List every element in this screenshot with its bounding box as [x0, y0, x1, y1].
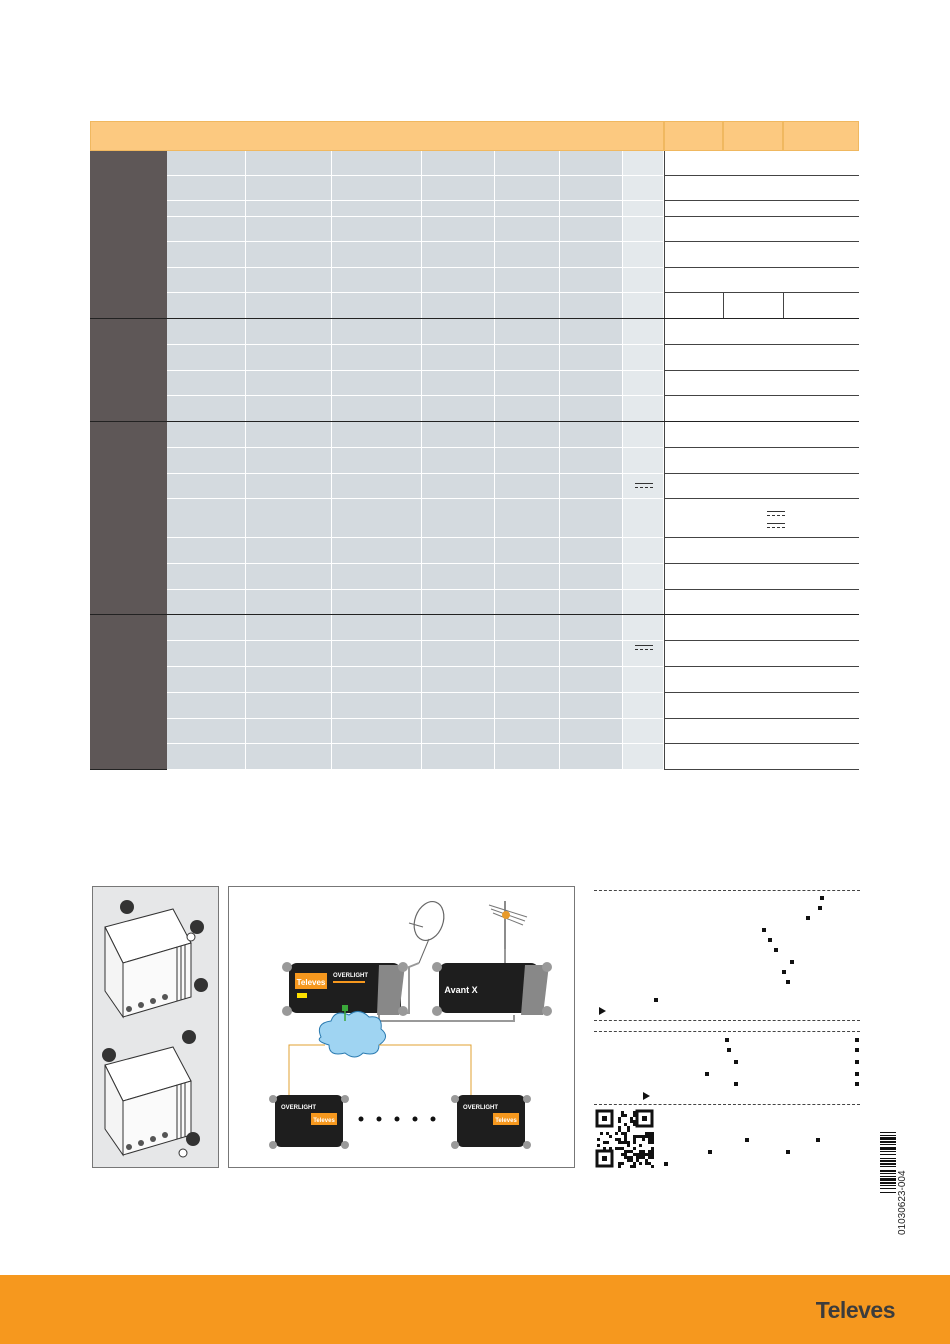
table-header-col-1	[664, 121, 723, 151]
table-cell	[623, 201, 664, 217]
table-cell	[623, 268, 664, 293]
value-cell	[664, 564, 859, 590]
bullet-square-icon	[708, 1150, 712, 1154]
bullet-square-icon	[745, 1138, 749, 1142]
bottom-right-device	[451, 1095, 531, 1149]
table-cell	[495, 422, 560, 448]
divider-2	[594, 1020, 860, 1021]
table-header-col-3	[783, 121, 859, 151]
table-cell	[167, 345, 246, 371]
table-cell	[560, 201, 623, 217]
group-divider	[90, 421, 859, 422]
bullet-square-icon	[786, 980, 790, 984]
table-cell	[495, 242, 560, 268]
table-cell	[422, 176, 495, 201]
table-cell	[332, 422, 422, 448]
arrow-icon	[599, 1007, 606, 1015]
divider-3	[594, 1031, 860, 1032]
table-cell	[167, 242, 246, 268]
value-cell	[664, 641, 859, 667]
table-cell	[623, 448, 664, 474]
table-cell	[560, 293, 623, 319]
dc-symbol-icon	[635, 645, 653, 651]
value-cell	[783, 293, 859, 319]
value-cell	[664, 693, 859, 719]
table-cell	[167, 422, 246, 448]
bullet-square-icon	[774, 948, 778, 952]
product-photo-panel	[92, 886, 219, 1168]
value-cell	[664, 744, 859, 770]
table-cell	[495, 499, 560, 538]
table-cell	[332, 242, 422, 268]
value-cell	[664, 345, 859, 371]
row-group-3	[90, 422, 167, 615]
table-cell	[422, 371, 495, 396]
table-cell	[422, 396, 495, 422]
table-cell	[332, 474, 422, 499]
bullet-square-icon	[727, 1048, 731, 1052]
table-cell	[422, 151, 495, 176]
value-cell	[664, 268, 859, 293]
table-cell	[246, 538, 332, 564]
dc-symbol-icon	[767, 523, 785, 529]
table-cell	[167, 719, 246, 744]
table-cell	[422, 217, 495, 242]
table-cell	[167, 201, 246, 217]
table-cell	[495, 474, 560, 499]
bullet-square-icon	[855, 1048, 859, 1052]
table-cell	[560, 396, 623, 422]
table-cell	[167, 590, 246, 615]
group-divider	[90, 614, 859, 615]
table-cell	[167, 293, 246, 319]
table-header-bar	[90, 121, 664, 151]
table-cell	[560, 564, 623, 590]
table-cell	[167, 538, 246, 564]
table-cell	[246, 176, 332, 201]
table-cell	[422, 319, 495, 345]
table-cell	[623, 615, 664, 641]
table-cell	[246, 693, 332, 719]
value-cell	[664, 499, 859, 538]
value-cell	[664, 615, 859, 641]
table-cell	[560, 744, 623, 770]
spec-table	[90, 121, 859, 771]
table-cell	[623, 744, 664, 770]
table-cell	[623, 293, 664, 319]
table-cell	[332, 667, 422, 693]
table-cell	[332, 538, 422, 564]
table-cell	[167, 151, 246, 176]
table-cell	[623, 396, 664, 422]
bottom-left-brand: Televes	[313, 1118, 335, 1124]
table-cell	[332, 693, 422, 719]
table-cell	[560, 719, 623, 744]
table-cell	[167, 641, 246, 667]
dc-symbol-icon	[635, 483, 653, 489]
satellite-dish-icon	[409, 897, 449, 963]
table-cell	[422, 201, 495, 217]
table-cell	[495, 448, 560, 474]
table-cell	[422, 242, 495, 268]
table-cell	[623, 242, 664, 268]
table-cell	[422, 564, 495, 590]
table-cell	[495, 176, 560, 201]
bullet-square-icon	[855, 1060, 859, 1064]
bullet-square-icon	[734, 1082, 738, 1086]
table-cell	[495, 538, 560, 564]
cloud-network-icon	[319, 1011, 385, 1057]
table-cell	[246, 268, 332, 293]
table-cell	[246, 396, 332, 422]
table-cell	[422, 615, 495, 641]
table-cell	[495, 564, 560, 590]
table-cell	[167, 564, 246, 590]
bullet-square-icon	[816, 1138, 820, 1142]
table-cell	[246, 242, 332, 268]
table-cell	[332, 371, 422, 396]
table-cell	[332, 151, 422, 176]
value-cell	[664, 538, 859, 564]
table-cell	[560, 217, 623, 242]
table-cell	[246, 345, 332, 371]
table-cell	[422, 422, 495, 448]
table-cell	[623, 564, 664, 590]
table-cell	[560, 693, 623, 719]
table-cell	[623, 371, 664, 396]
row-group-1	[90, 151, 167, 319]
bullet-square-icon	[818, 906, 822, 910]
table-cell	[422, 345, 495, 371]
table-cell	[332, 345, 422, 371]
value-cell	[664, 667, 859, 693]
qr-code-icon	[594, 1108, 655, 1169]
table-cell	[422, 667, 495, 693]
table-cell	[332, 744, 422, 770]
value-cell	[664, 242, 859, 268]
table-cell	[495, 615, 560, 641]
table-cell	[332, 615, 422, 641]
terrestrial-antenna-icon	[489, 901, 527, 949]
value-cell	[664, 422, 859, 448]
table-cell	[495, 590, 560, 615]
left-device-brand: Televes	[296, 978, 326, 987]
table-cell	[246, 217, 332, 242]
table-cell	[332, 268, 422, 293]
table-cell	[246, 474, 332, 499]
bottom-right-model: OVERLIGHT	[463, 1105, 499, 1111]
value-cell	[664, 474, 859, 499]
row-group-2	[90, 319, 167, 422]
table-cell	[332, 176, 422, 201]
table-cell	[623, 422, 664, 448]
footer-bar	[0, 1275, 950, 1344]
table-cell	[422, 268, 495, 293]
table-cell	[422, 538, 495, 564]
table-cell	[560, 268, 623, 293]
table-cell	[623, 719, 664, 744]
group-divider	[90, 318, 859, 319]
value-cell	[664, 590, 859, 615]
value-cell	[664, 448, 859, 474]
bullet-square-icon	[782, 970, 786, 974]
table-cell	[246, 499, 332, 538]
table-cell	[246, 719, 332, 744]
table-cell	[167, 474, 246, 499]
table-cell	[560, 345, 623, 371]
right-device-brand: Avant X	[444, 985, 478, 995]
table-cell	[495, 693, 560, 719]
system-diagram	[228, 886, 575, 1168]
table-cell	[332, 499, 422, 538]
row-group-4	[90, 615, 167, 770]
value-cell	[723, 293, 783, 319]
table-cell	[332, 590, 422, 615]
table-cell	[560, 538, 623, 564]
table-cell	[246, 151, 332, 176]
table-cell	[560, 319, 623, 345]
bullet-square-icon	[790, 960, 794, 964]
value-cell	[664, 293, 723, 319]
table-cell	[495, 345, 560, 371]
table-cell	[167, 268, 246, 293]
brand-logo: Televes	[815, 1297, 895, 1323]
table-cell	[495, 396, 560, 422]
value-cell	[664, 396, 859, 422]
table-cell	[495, 293, 560, 319]
table-cell	[246, 667, 332, 693]
table-cell	[332, 217, 422, 242]
table-cell	[167, 693, 246, 719]
divider-4	[594, 1104, 860, 1105]
table-cell	[246, 590, 332, 615]
table-cell	[167, 319, 246, 345]
bullet-square-icon	[762, 928, 766, 932]
table-cell	[495, 744, 560, 770]
table-cell	[623, 176, 664, 201]
table-cell	[495, 217, 560, 242]
value-cell	[664, 201, 859, 217]
bullet-square-icon	[734, 1060, 738, 1064]
table-cell	[560, 448, 623, 474]
table-cell	[332, 201, 422, 217]
table-cell	[560, 615, 623, 641]
bullet-square-icon	[654, 998, 658, 1002]
table-cell	[246, 422, 332, 448]
bullet-square-icon	[705, 1072, 709, 1076]
table-cell	[246, 319, 332, 345]
table-cell	[167, 176, 246, 201]
table-cell	[560, 499, 623, 538]
table-cell	[422, 590, 495, 615]
table-cell	[246, 615, 332, 641]
table-cell	[560, 590, 623, 615]
right-headend-device	[432, 962, 552, 1016]
value-cell	[664, 719, 859, 744]
table-cell	[623, 319, 664, 345]
table-cell	[495, 201, 560, 217]
bullet-square-icon	[820, 896, 824, 900]
table-cell	[167, 667, 246, 693]
table-cell	[560, 151, 623, 176]
table-cell	[560, 667, 623, 693]
table-cell	[332, 564, 422, 590]
table-cell	[332, 719, 422, 744]
table-cell	[623, 693, 664, 719]
table-cell	[422, 641, 495, 667]
table-cell	[560, 422, 623, 448]
table-cell	[495, 641, 560, 667]
bullet-square-icon	[725, 1038, 729, 1042]
table-cell	[495, 719, 560, 744]
bullet-square-icon	[768, 938, 772, 942]
table-cell	[422, 744, 495, 770]
table-cell	[167, 448, 246, 474]
table-cell	[560, 176, 623, 201]
table-cell	[167, 499, 246, 538]
table-cell	[167, 615, 246, 641]
table-cell	[495, 371, 560, 396]
table-cell	[167, 371, 246, 396]
product-photo	[93, 887, 218, 1167]
table-cell	[623, 499, 664, 538]
value-cell	[664, 151, 859, 176]
table-cell	[623, 151, 664, 176]
bullet-square-icon	[855, 1082, 859, 1086]
table-cell	[246, 744, 332, 770]
bullet-square-icon	[664, 1162, 668, 1166]
bullet-square-icon	[855, 1072, 859, 1076]
table-cell	[246, 641, 332, 667]
table-cell	[623, 667, 664, 693]
table-cell	[623, 345, 664, 371]
table-cell	[332, 396, 422, 422]
table-cell	[495, 667, 560, 693]
table-cell	[495, 151, 560, 176]
bottom-left-model: OVERLIGHT	[281, 1105, 317, 1111]
table-cell	[332, 319, 422, 345]
table-cell	[422, 499, 495, 538]
table-cell	[246, 201, 332, 217]
table-cell	[246, 448, 332, 474]
table-header-col-2	[723, 121, 783, 151]
dc-symbol-icon	[767, 511, 785, 517]
table-cell	[167, 744, 246, 770]
value-cell	[664, 176, 859, 201]
value-cell	[664, 217, 859, 242]
table-cell	[560, 474, 623, 499]
table-cell	[422, 474, 495, 499]
table-cell	[246, 371, 332, 396]
product-photo-bottom	[102, 1030, 200, 1157]
table-cell	[623, 590, 664, 615]
bullet-square-icon	[786, 1150, 790, 1154]
table-cell	[623, 538, 664, 564]
bottom-right-brand: Televes	[495, 1118, 517, 1124]
table-cell	[495, 319, 560, 345]
table-cell	[495, 268, 560, 293]
product-photo-top	[105, 900, 208, 1017]
table-cell	[560, 242, 623, 268]
table-cell	[167, 217, 246, 242]
table-cell	[560, 641, 623, 667]
table-cell	[246, 564, 332, 590]
table-cell	[623, 217, 664, 242]
table-cell	[422, 293, 495, 319]
table-cell	[422, 693, 495, 719]
divider-1	[594, 890, 860, 891]
table-cell	[422, 719, 495, 744]
table-cell	[332, 641, 422, 667]
table-cell	[422, 448, 495, 474]
arrow-icon	[643, 1092, 650, 1100]
table-cell	[246, 293, 332, 319]
bullet-square-icon	[806, 916, 810, 920]
bottom-left-device	[269, 1095, 349, 1149]
document-code: 01030623-004	[897, 1170, 908, 1235]
value-cell	[664, 371, 859, 396]
table-cell	[332, 448, 422, 474]
value-cell	[664, 319, 859, 345]
bullet-square-icon	[855, 1038, 859, 1042]
table-cell	[167, 396, 246, 422]
table-cell	[560, 371, 623, 396]
left-device-model: OVERLIGHT	[333, 973, 369, 979]
table-cell	[332, 293, 422, 319]
ellipsis-dots	[359, 1117, 436, 1122]
